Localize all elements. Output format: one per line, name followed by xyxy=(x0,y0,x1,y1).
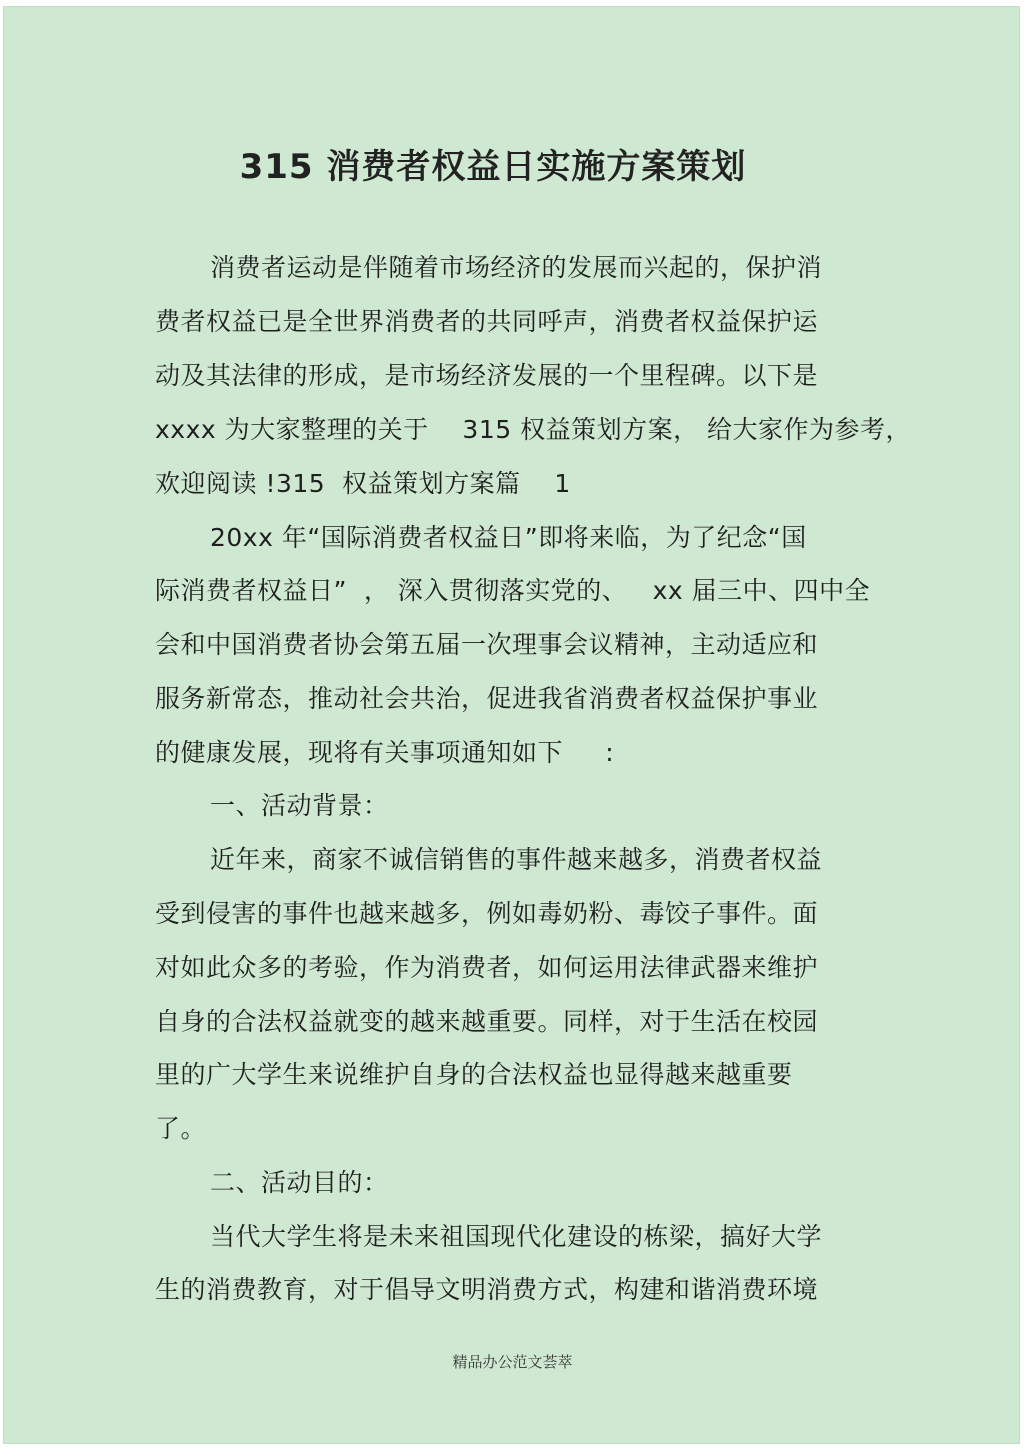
body-line-9: 服务新常态，推动社会共治，促进我省消费者权益保护事业 xyxy=(155,684,819,713)
body-line-14: 对如此众多的考验，作为消费者，如何运用法律武器来维护 xyxy=(155,953,819,982)
body-line-7: 际消费者权益日” ， 深入贯彻落实党的、 xx 届三中、四中全 xyxy=(155,576,871,605)
page-footer: 精品办公范文荟萃 xyxy=(452,1353,573,1371)
body-line-6: 20xx 年“国际消费者权益日”即将来临，为了纪念“国 xyxy=(210,523,807,552)
body-line-2: 费者权益已是全世界消费者的共同呼声，消费者权益保护运 xyxy=(155,307,819,336)
body-line-5: 欢迎阅读 !315 权益策划方案篇 1 xyxy=(155,469,571,498)
document-page xyxy=(3,6,1020,1444)
document-title: 315 消费者权益日实施方案策划 xyxy=(239,147,747,187)
body-line-3: 动及其法律的形成，是市场经济发展的一个里程碑。以下是 xyxy=(155,361,819,390)
body-line-20: 生的消费教育，对于倡导文明消费方式，构建和谐消费环境 xyxy=(155,1275,819,1304)
body-line-13: 受到侵害的事件也越来越多，例如毒奶粉、毒饺子事件。面 xyxy=(155,899,819,928)
body-line-15: 自身的合法权益就变的越来越重要。同样，对于生活在校园 xyxy=(155,1007,819,1036)
section-heading-purpose: 二、活动目的： xyxy=(210,1168,389,1197)
body-line-17: 了。 xyxy=(155,1114,207,1143)
body-line-12: 近年来，商家不诚信销售的事件越来越多，消费者权益 xyxy=(210,845,823,874)
body-line-19: 当代大学生将是未来祖国现代化建设的栋梁，搞好大学 xyxy=(210,1222,823,1251)
body-line-4: xxxx 为大家整理的关于 315 权益策划方案， 给大家作为参考， xyxy=(155,415,912,444)
body-line-1: 消费者运动是伴随着市场经济的发展而兴起的，保护消 xyxy=(210,253,823,282)
section-heading-background: 一、活动背景： xyxy=(210,791,389,820)
body-line-16: 里的广大学生来说维护自身的合法权益也显得越来越重要 xyxy=(155,1060,793,1089)
body-line-8: 会和中国消费者协会第五届一次理事会议精神，主动适应和 xyxy=(155,630,819,659)
body-line-10: 的健康发展，现将有关事项通知如下 : xyxy=(155,738,615,767)
